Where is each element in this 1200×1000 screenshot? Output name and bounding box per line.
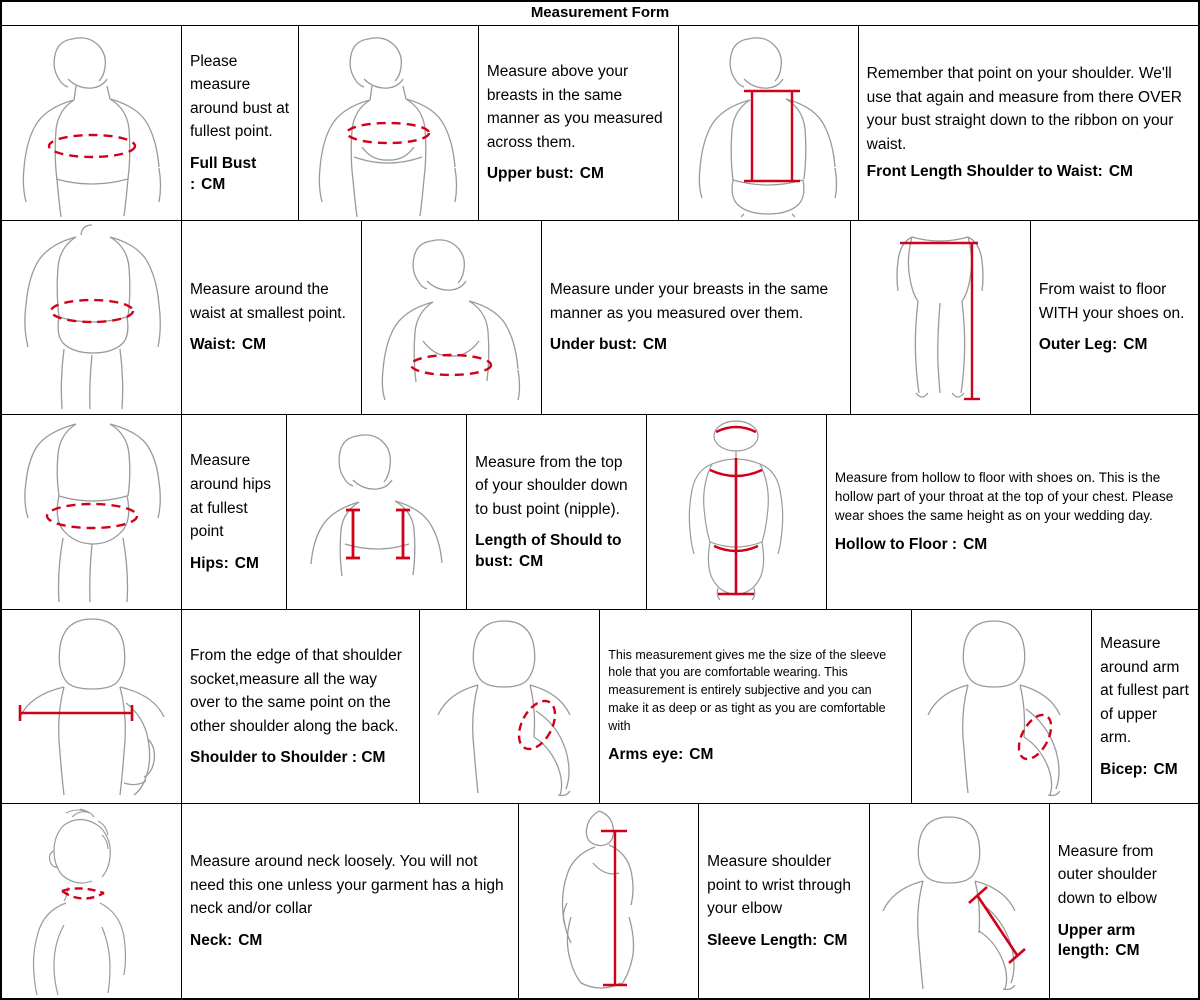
- cell-upper-arm-length: [1050, 804, 1198, 998]
- measurement-unit: CM: [519, 553, 544, 571]
- description-text: From the edge of that shoulder socket,measure all the way over to the same point on the other shoulder along the back.: [190, 647, 402, 735]
- measurement-unit: CM: [1108, 163, 1133, 181]
- measurement-label: [867, 162, 1190, 183]
- measurement-name: Front Length Shoulder to Waist:: [866, 163, 1103, 181]
- figure-hips: [2, 415, 182, 609]
- description-text: Please measure around bust at fullest point.: [190, 52, 290, 141]
- figure-front-length-shoulder-to-waist: [679, 26, 859, 220]
- measurement-label: [550, 335, 842, 356]
- measurement-label: [835, 535, 1190, 556]
- measurement-unit: CM: [642, 336, 667, 354]
- figure-neck: [2, 804, 182, 998]
- description-text: Remember that point on your shoulder. We'll use that again and measure from there OVER your bust straight down to the ribbon on your waist.: [866, 65, 1182, 153]
- table-row: [2, 610, 1198, 805]
- cell-arms-eye: [600, 610, 912, 804]
- description-text: Measure from hollow to floor with shoes on. This is the hollow part of your throat at the top of your chest. Please wear shoes the same height as on your wedding day.: [834, 469, 1174, 524]
- measurement-name: Under bust:: [549, 336, 637, 354]
- measurement-label: [190, 154, 290, 196]
- cell-shoulder-to-shoulder: [182, 610, 420, 804]
- cell-hips: [182, 415, 287, 609]
- measurement-unit: CM: [234, 554, 259, 572]
- description-text: Measure from the top of your shoulder down to bust point (nipple).: [475, 453, 628, 518]
- measurement-unit: CM: [823, 932, 848, 950]
- description-text: Measure around arm at fullest part of upper arm.: [1100, 635, 1189, 747]
- measurement-name: Upper bust:: [486, 165, 574, 183]
- measurement-label: [190, 748, 411, 769]
- cell-front-length-shoulder-to-waist: [859, 26, 1198, 220]
- measurement-name: Hollow to Floor :: [834, 536, 958, 554]
- figure-arms-eye: [420, 610, 600, 804]
- measurement-unit: CM: [1153, 760, 1178, 778]
- description-text: Measure around hips at fullest point: [190, 452, 272, 541]
- description-text: Measure shoulder point to wrist through your elbow: [707, 853, 851, 918]
- figure-bicep: [912, 610, 1092, 804]
- measurement-name: Outer Leg:: [1038, 336, 1118, 354]
- cell-outer-leg: [1031, 221, 1198, 415]
- measurement-unit: CM: [689, 746, 714, 764]
- figure-torso-front-waist: [2, 221, 182, 415]
- cell-bicep: [1092, 610, 1198, 804]
- page-title: Measurement Form: [2, 2, 1198, 26]
- measurement-name: Bicep:: [1100, 760, 1148, 778]
- measurement-label: [1039, 335, 1190, 356]
- figure-under-bust: [362, 221, 542, 415]
- cell-length-shoulder-to-bust: [467, 415, 647, 609]
- measurement-label: [190, 335, 353, 356]
- measurement-name: Full Bust :: [190, 154, 257, 193]
- measurement-unit: CM: [238, 932, 263, 950]
- cell-upper-bust: [479, 26, 679, 220]
- cell-hollow-to-floor: [827, 415, 1198, 609]
- measurement-unit: CM: [1123, 336, 1148, 354]
- table-row: [2, 804, 1198, 998]
- description-text: From waist to floor WITH your shoes on.: [1038, 281, 1185, 322]
- measurement-unit: CM: [963, 536, 988, 554]
- figure-sleeve-length: [519, 804, 699, 998]
- measurement-unit: CM: [1115, 942, 1140, 960]
- measurement-unit: CM: [201, 175, 226, 193]
- measurement-label: [190, 554, 278, 575]
- measurement-name: Arms eye:: [608, 746, 684, 764]
- cell-full-bust: [182, 26, 299, 220]
- description-text: Measure around neck loosely. You will not need this one unless your garment has a high neck and/or collar: [190, 853, 504, 918]
- measurement-name: Waist:: [190, 336, 236, 354]
- measurement-name: Upper arm length:: [1057, 921, 1136, 960]
- figure-torso-front-upper-bust: [299, 26, 479, 220]
- measurement-label: [1058, 921, 1190, 963]
- measurement-label: [190, 931, 510, 952]
- measurement-name: Length of Should to bust:: [475, 532, 622, 571]
- measurement-name: Neck:: [190, 932, 233, 950]
- measurement-name: Shoulder to Shoulder : CM: [190, 749, 386, 767]
- figure-hollow-to-floor: [647, 415, 827, 609]
- figure-shoulder-to-bust: [287, 415, 467, 609]
- table-row: [2, 415, 1198, 610]
- cell-sleeve-length: [699, 804, 870, 998]
- description-text: Measure around the waist at smallest point.: [190, 281, 346, 322]
- measurement-name: Sleeve Length:: [707, 932, 818, 950]
- measurement-grid: [2, 26, 1198, 998]
- table-row: [2, 221, 1198, 416]
- measurement-label: [487, 164, 670, 185]
- measurement-name: Hips:: [190, 554, 229, 572]
- description-text: Measure above your breasts in the same manner as you measured across them.: [486, 63, 663, 151]
- description-text: This measurement gives me the size of the sleeve hole that you are comfortable wearing. This measurement is entirely subjective and you can make it as deep or as tight as you are comfortable with: [608, 647, 887, 733]
- table-row: [2, 26, 1198, 221]
- measurement-label: [608, 745, 903, 766]
- measurement-label: [475, 531, 638, 573]
- measurement-label: [707, 931, 861, 952]
- measurement-unit: CM: [241, 336, 267, 354]
- figure-upper-arm-length: [870, 804, 1050, 998]
- measurement-label: [1100, 760, 1190, 781]
- cell-neck: [182, 804, 519, 998]
- figure-shoulder-to-shoulder: [2, 610, 182, 804]
- cell-under-bust: [542, 221, 851, 415]
- figure-outer-leg: [851, 221, 1031, 415]
- description-text: Measure under your breasts in the same manner as you measured over them.: [549, 281, 829, 322]
- description-text: Measure from outer shoulder down to elbow: [1057, 842, 1157, 908]
- figure-torso-front-full-bust: [2, 26, 182, 220]
- cell-waist: [182, 221, 362, 415]
- measurement-unit: CM: [579, 165, 604, 183]
